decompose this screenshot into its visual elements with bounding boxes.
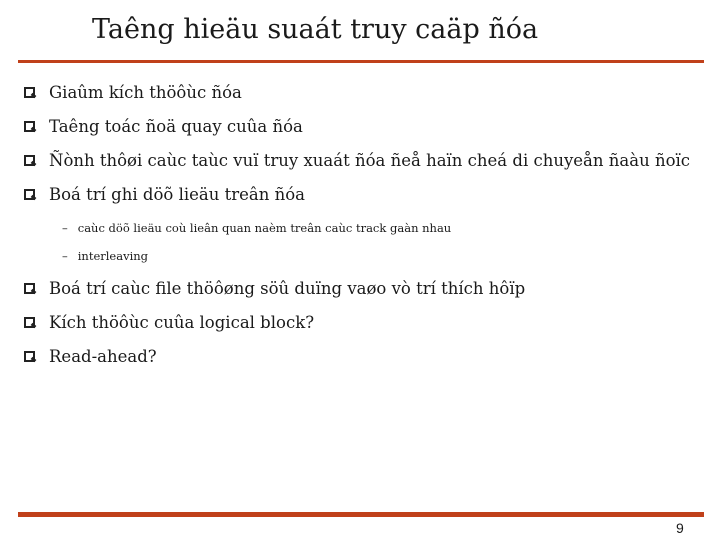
bullet-text: Taêng toác ñoä quay cuûa ñóa	[49, 117, 303, 136]
bullet-item	[24, 347, 157, 366]
sub-bullet-item	[62, 221, 451, 235]
dash-marker: –	[62, 249, 68, 263]
bullet-text: Boá trí ghi döõ lieäu treân ñóa	[49, 185, 305, 204]
sub-bullet-item	[62, 249, 148, 263]
bullet-text: Ñònh thôøi caùc taùc vuï truy xuaát ñóa ñeå haïn cheá di chuyeån ñaàu ñoïc	[49, 151, 691, 170]
square-checkbox-bullet-icon	[24, 87, 35, 98]
bullet-item	[24, 279, 525, 298]
title-divider	[18, 60, 704, 63]
sub-bullet-text: interleaving	[77, 249, 149, 263]
square-checkbox-bullet-icon	[24, 317, 35, 328]
square-checkbox-bullet-icon	[24, 351, 35, 362]
bullet-item	[24, 117, 303, 136]
slide-title: Taêng hieäu suaát truy caäp ñóa	[92, 14, 539, 45]
square-checkbox-bullet-icon	[24, 189, 35, 200]
bullet-text: Giaûm kích thöôùc ñóa	[49, 83, 242, 102]
bullet-text: Boá trí caùc file thöôøng söû duïng vaøo vò trí thích hôïp	[49, 279, 526, 298]
square-checkbox-bullet-icon	[24, 155, 35, 166]
dash-marker: –	[62, 221, 68, 235]
page-number: 9	[676, 520, 684, 536]
bullet-item	[24, 83, 242, 102]
square-checkbox-bullet-icon	[24, 283, 35, 294]
sub-bullet-text: caùc döõ lieäu coù lieân quan naèm treân caùc track gaàn nhau	[77, 221, 452, 235]
footer-divider	[18, 512, 704, 517]
square-checkbox-bullet-icon	[24, 121, 35, 132]
bullet-item	[24, 151, 690, 170]
bullet-text: Read-ahead?	[49, 347, 157, 366]
bullet-item	[24, 313, 314, 332]
bullet-item	[24, 185, 305, 204]
bullet-text: Kích thöôùc cuûa logical block?	[49, 313, 315, 332]
